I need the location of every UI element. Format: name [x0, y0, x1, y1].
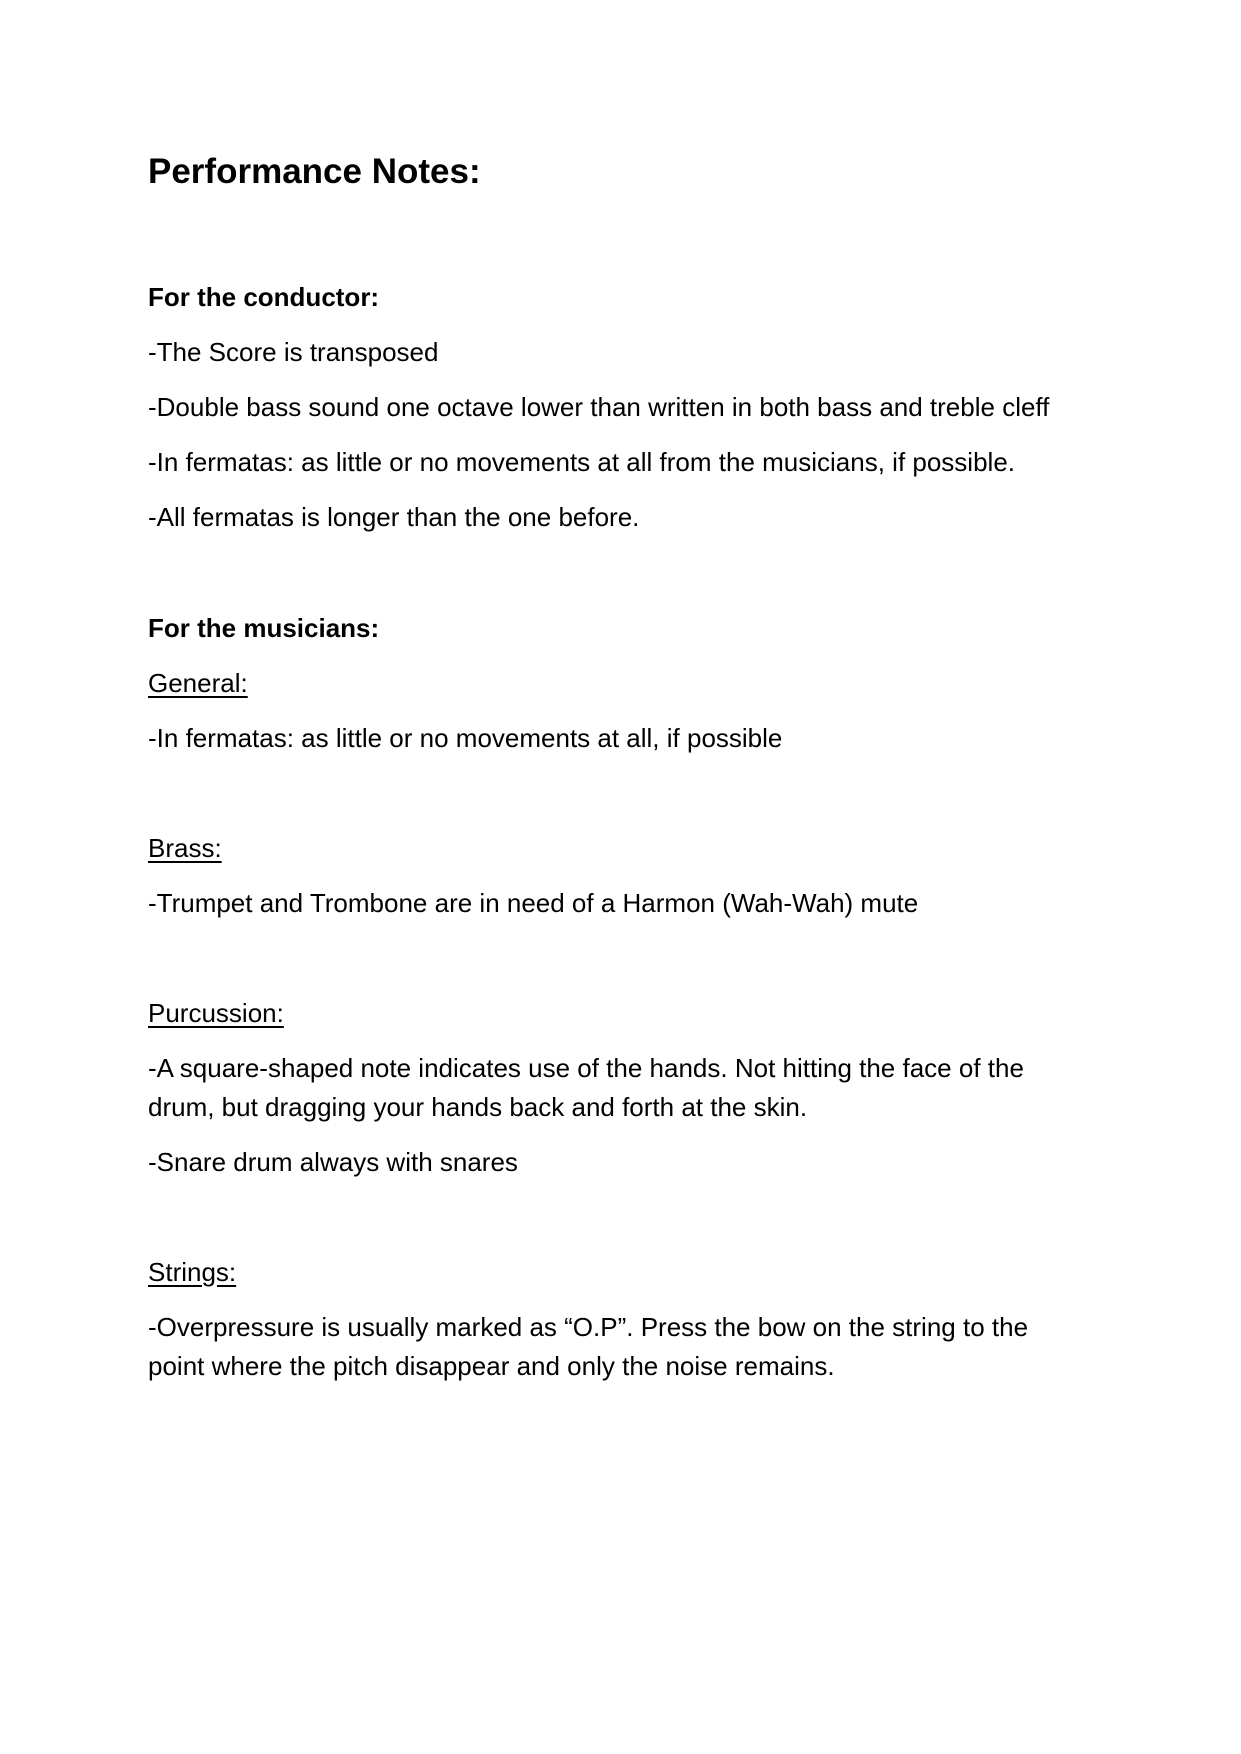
musicians-heading: For the musicians: [148, 613, 380, 643]
percussion-note: -Snare drum always with snares [148, 1147, 518, 1177]
conductor-heading: For the conductor: [148, 282, 380, 312]
general-note: -In fermatas: as little or no movements at all, if possible [148, 723, 783, 753]
conductor-note: -The Score is transposed [148, 337, 439, 367]
page-title: Performance Notes: [148, 152, 481, 191]
conductor-note: -All fermatas is longer than the one before. [148, 502, 640, 532]
percussion-label: Purcussion: [148, 998, 284, 1028]
conductor-note: -In fermatas: as little or no movements at all from the musicians, if possible. [148, 447, 1016, 477]
general-label: General: [148, 668, 248, 698]
conductor-note: -Double bass sound one octave lower than written in both bass and treble cleff [148, 392, 1050, 422]
brass-label: Brass: [148, 833, 222, 863]
percussion-note: -A square-shaped note indicates use of the hands. Not hitting the face of the drum, but dragging your hands back and forth at the skin. [148, 1053, 1024, 1122]
brass-note: -Trumpet and Trombone are in need of a Harmon (Wah-Wah) mute [148, 888, 919, 918]
strings-note: -Overpressure is usually marked as “O.P”. Press the bow on the string to the point where the pitch disappear and only the noise remains. [148, 1312, 1029, 1381]
strings-label: Strings: [148, 1257, 237, 1287]
